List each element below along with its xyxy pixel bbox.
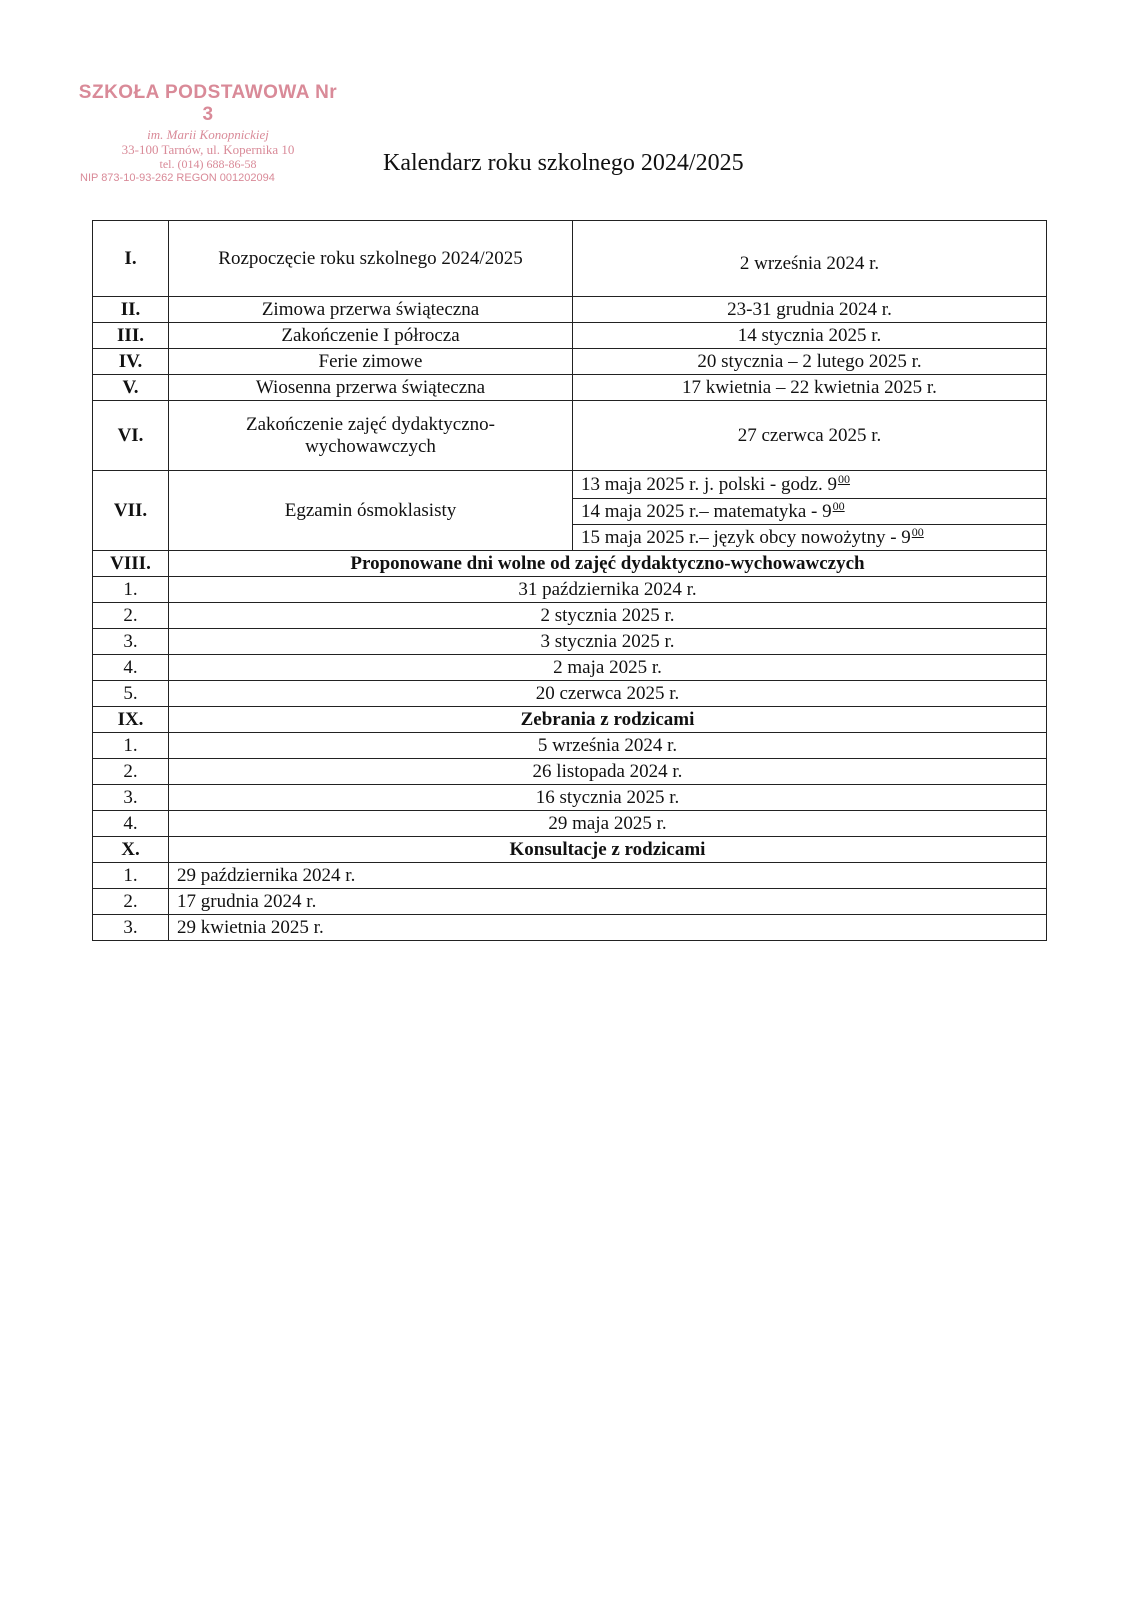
row-number: II. (93, 297, 169, 323)
table-row (93, 401, 1047, 471)
table-row (93, 221, 1047, 297)
row-number: III. (93, 323, 169, 349)
event-date: 2 września 2024 r. (573, 221, 1047, 297)
item-date: 29 maja 2025 r. (169, 811, 1047, 837)
school-calendar-table (92, 220, 1047, 941)
item-number: 2. (93, 759, 169, 785)
item-number: 4. (93, 655, 169, 681)
stamp-address: 33-100 Tarnów, ul. Kopernika 10 (121, 142, 295, 158)
event-date: 23-31 grudnia 2024 r. (573, 297, 1047, 323)
stamp-nip-regon: NIP 873-10-93-262 REGON 001202094 (80, 171, 275, 184)
section-header: Zebrania z rodzicami (169, 707, 1047, 733)
row-number: V. (93, 375, 169, 401)
exam-hour-minutes: 00 (911, 525, 924, 540)
exam-text: 15 maja 2025 r.– język obcy nowożytny - 9 (581, 527, 911, 549)
page-title: Kalendarz roku szkolnego 2024/2025 (383, 150, 744, 176)
table-row (93, 863, 1047, 889)
row-number: VII. (93, 471, 169, 551)
stamp-phone: tel. (014) 688-86-58 (159, 157, 257, 172)
event-label: Egzamin ósmoklasisty (169, 471, 573, 551)
table-row (93, 811, 1047, 837)
exam-entry (573, 525, 1047, 551)
item-date: 20 czerwca 2025 r. (169, 681, 1047, 707)
exam-entry (573, 499, 1047, 525)
school-stamp (78, 82, 338, 185)
table-row (93, 733, 1047, 759)
item-number: 3. (93, 915, 169, 941)
event-date: 27 czerwca 2025 r. (573, 401, 1047, 471)
row-number: VI. (93, 401, 169, 471)
section-header: Proponowane dni wolne od zajęć dydaktyczno-wychowawczych (169, 551, 1047, 577)
table-row (93, 349, 1047, 375)
exam-text: 13 maja 2025 r. j. polski - godz. 9 (581, 474, 837, 496)
table-row (93, 785, 1047, 811)
table-row (93, 375, 1047, 401)
event-label: Rozpoczęcie roku szkolnego 2024/2025 (169, 221, 573, 297)
section-header-row (93, 837, 1047, 863)
item-date: 29 kwietnia 2025 r. (169, 915, 1047, 941)
item-number: 1. (93, 577, 169, 603)
row-number: VIII. (93, 551, 169, 577)
table-row (93, 577, 1047, 603)
event-label: Zakończenie I półrocza (169, 323, 573, 349)
stamp-patron: im. Marii Konopnickiej (147, 126, 269, 142)
item-date: 2 stycznia 2025 r. (169, 603, 1047, 629)
item-date: 26 listopada 2024 r. (169, 759, 1047, 785)
row-number: IV. (93, 349, 169, 375)
item-date: 17 grudnia 2024 r. (169, 889, 1047, 915)
item-number: 2. (93, 889, 169, 915)
section-header: Konsultacje z rodzicami (169, 837, 1047, 863)
table-row (93, 889, 1047, 915)
table-row (93, 681, 1047, 707)
table-row (93, 603, 1047, 629)
exam-hour-minutes: 00 (832, 499, 845, 514)
item-number: 5. (93, 681, 169, 707)
table-row (93, 471, 1047, 499)
row-number: X. (93, 837, 169, 863)
event-label: Wiosenna przerwa świąteczna (169, 375, 573, 401)
section-header-row (93, 551, 1047, 577)
item-number: 1. (93, 863, 169, 889)
event-label: Zimowa przerwa świąteczna (169, 297, 573, 323)
table-row (93, 915, 1047, 941)
row-number: I. (93, 221, 169, 297)
stamp-school-name: SZKOŁA PODSTAWOWA Nr 3 (78, 82, 338, 126)
item-date: 5 września 2024 r. (169, 733, 1047, 759)
event-label: Zakończenie zajęć dydaktyczno-wychowawczych (169, 401, 573, 471)
event-date: 17 kwietnia – 22 kwietnia 2025 r. (573, 375, 1047, 401)
item-date: 29 października 2024 r. (169, 863, 1047, 889)
item-date: 2 maja 2025 r. (169, 655, 1047, 681)
event-date: 14 stycznia 2025 r. (573, 323, 1047, 349)
table-row (93, 297, 1047, 323)
section-header-row (93, 707, 1047, 733)
table-row (93, 655, 1047, 681)
table-row (93, 323, 1047, 349)
table-row (93, 629, 1047, 655)
event-label: Ferie zimowe (169, 349, 573, 375)
item-date: 3 stycznia 2025 r. (169, 629, 1047, 655)
item-number: 4. (93, 811, 169, 837)
event-date: 20 stycznia – 2 lutego 2025 r. (573, 349, 1047, 375)
item-number: 2. (93, 603, 169, 629)
exam-text: 14 maja 2025 r.– matematyka - 9 (581, 501, 832, 523)
item-number: 3. (93, 629, 169, 655)
exam-entry (573, 471, 1047, 499)
item-date: 16 stycznia 2025 r. (169, 785, 1047, 811)
table-row (93, 759, 1047, 785)
item-number: 3. (93, 785, 169, 811)
exam-hour-minutes: 00 (837, 472, 850, 487)
row-number: IX. (93, 707, 169, 733)
item-date: 31 października 2024 r. (169, 577, 1047, 603)
item-number: 1. (93, 733, 169, 759)
